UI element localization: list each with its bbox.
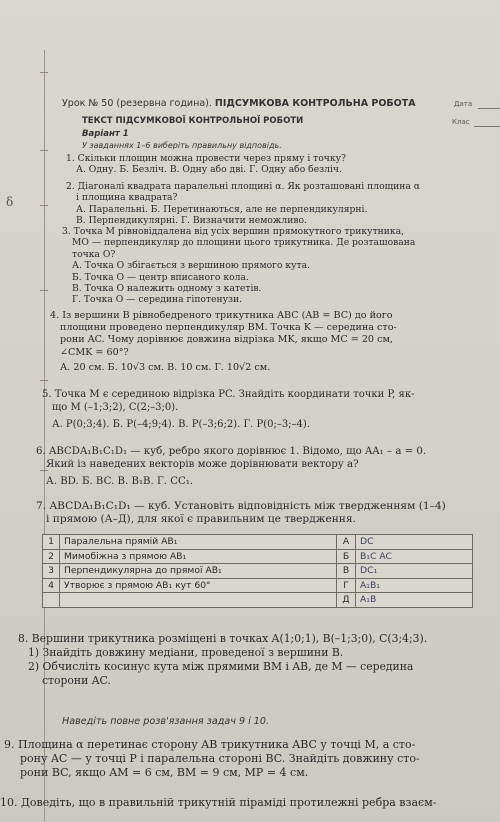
question-text: 3. Точка M рівновіддалена від усіх вершин прямокутного трикутника, — [62, 226, 405, 237]
answer-option: Б. Точка O — центр вписаного кола. — [72, 271, 249, 283]
question-text: рону AC — у точці P і паралельна стороні BC. Знайдіть довжину сто- — [20, 752, 420, 766]
margin-tick — [40, 380, 48, 381]
margin-line — [44, 50, 45, 822]
statement-number: 1 — [43, 535, 60, 550]
date-field[interactable] — [478, 108, 500, 109]
option-letter: Г — [337, 578, 356, 593]
option-letter: В — [337, 564, 356, 579]
statement-text — [60, 593, 337, 608]
question-text: 4. Із вершини B рівнобедреного трикутника ABC (AB = BC) до його — [50, 310, 393, 321]
statement-text: Паралельна прямій AB₁ — [60, 535, 337, 550]
variant-label: Варіант 1 — [82, 129, 129, 139]
margin-tick — [40, 150, 48, 151]
answer-option: В. Точка O належить одному з катетів. — [72, 283, 262, 295]
margin-tick — [40, 290, 48, 291]
matching-table — [42, 534, 473, 608]
subquestion: 1) Знайдіть довжину медіани, проведеної з вершини B. — [28, 646, 344, 659]
option-line: A₁B₁ — [356, 578, 473, 593]
statement-text: Мимобіжна з прямою AB₁ — [60, 549, 337, 564]
question-text: MO — перпендикуляр до площини цього трикутника. Де розташована — [72, 237, 416, 249]
statement-text: Утворює з прямою AB₁ кут 60° — [60, 578, 337, 593]
statement-number: 2 — [43, 549, 60, 564]
question-6 — [36, 445, 426, 488]
margin-tick — [40, 72, 48, 73]
option-line: A₁B — [356, 593, 473, 608]
option-letter: Д — [337, 593, 356, 608]
page-header — [62, 98, 416, 109]
option-line: B₁C AC — [356, 549, 473, 564]
question-text: 2. Діагоналі квадрата паралельні площині α. Як розташовані площина α — [66, 181, 420, 192]
question-2 — [66, 181, 420, 227]
task-instruction: Наведіть повне розв'язання задач 9 і 10. — [62, 716, 270, 727]
option-line: DC — [356, 535, 473, 550]
question-text: 7. ABCDA₁B₁C₁D₁ — куб. Установіть відповідність між твердженням (1–4) — [36, 500, 446, 512]
text-title: ТЕКСТ ПІДСУМКОВОЇ КОНТРОЛЬНОЇ РОБОТИ — [82, 116, 304, 126]
answer-option: А. Точка O збігається з вершиною прямого кута. — [72, 260, 311, 272]
answer-options: В. Перпендикулярні. Г. Визначити неможливо. — [76, 215, 307, 227]
answer-options: А. BD. Б. BC. В. B₁B. Г. CC₁. — [46, 476, 194, 487]
answer-options: А. P(0;3;4). Б. P(–4;9;4). В. P(–3;6;2). Г. P(0;–3;–4). — [52, 418, 310, 430]
question-text: 5. Точка M є серединою відрізка PC. Знайдіть координати точки P, як- — [42, 389, 415, 400]
answer-options: А. 20 см. Б. 10√3 см. В. 10 см. Г. 10√2 см. — [60, 361, 271, 373]
statement-number: 4 — [43, 578, 60, 593]
table-row — [43, 593, 473, 608]
lesson-label: Урок № 50 (резервна година). — [62, 98, 212, 109]
question-text: Який із наведених векторів може дорівнювати вектору a? — [46, 459, 359, 470]
question-7 — [36, 500, 446, 526]
margin-tick — [40, 205, 48, 206]
answer-options: А. Паралельні. Б. Перетинаються, але не перпендикулярні. — [76, 203, 368, 215]
question-text: точка O? — [72, 248, 116, 260]
question-10 — [0, 796, 436, 810]
question-text: 6. ABCDA₁B₁C₁D₁ — куб, ребро якого дорівнює 1. Відомо, що AA₁ – a = 0. — [36, 446, 427, 457]
question-8 — [18, 632, 427, 688]
answer-options: А. Одну. Б. Безліч. В. Одну або дві. Г. Одну або безліч. — [76, 164, 342, 176]
date-label: Дата — [454, 100, 473, 108]
option-letter: Б — [337, 549, 356, 564]
question-4 — [50, 310, 397, 374]
instruction: У завданнях 1–6 виберіть правильну відповідь. — [82, 141, 282, 150]
question-text: 1. Скільки площин можна провести через пряму і точку? — [66, 153, 346, 164]
option-letter: А — [337, 535, 356, 550]
question-text: що M (–1;3;2), C(2;–3;0). — [52, 401, 179, 413]
question-text: рони AC. Чому дорівнює довжина відрізка MK, якщо MC = 20 см, — [60, 334, 393, 346]
statement-number: 3 — [43, 564, 60, 579]
statement-text: Перпендикулярна до прямої AB₁ — [60, 564, 337, 579]
question-3 — [62, 226, 415, 306]
question-text: і площина квадрата? — [76, 192, 178, 204]
table-row — [43, 535, 473, 550]
question-text: 8. Вершини трикутника розміщені в точках A(1;0;1), B(–1;3;0), C(3;4;3). — [18, 632, 428, 645]
question-9 — [4, 738, 420, 781]
question-text: площини проведено перпендикуляр BM. Точка K — середина сто- — [60, 322, 397, 334]
table-row — [43, 549, 473, 564]
subquestion: 2) Обчисліть косинус кута між прямими BM і AB, де M — середина — [28, 660, 414, 673]
question-text: 10. Доведіть, що в правильній трикутній піраміді протилежні ребра взаєм- — [0, 796, 437, 809]
option-line: DC₁ — [356, 564, 473, 579]
question-1 — [66, 153, 346, 176]
statement-number — [43, 593, 60, 608]
answer-option: Г. Точка O — середина гіпотенузи. — [72, 294, 243, 306]
page-title: ПІДСУМКОВА КОНТРОЛЬНА РОБОТА — [214, 98, 416, 109]
class-field[interactable] — [474, 126, 500, 127]
question-text: 9. Площина α перетинає сторону AB трикутника ABC у точці M, а сто- — [4, 738, 416, 751]
question-text: рони BC, якщо AM = 6 см, BM = 9 см, MP = 4 см. — [20, 766, 309, 780]
question-5 — [42, 389, 414, 431]
table-row — [43, 578, 473, 593]
margin-pencil-mark: δ — [6, 195, 14, 209]
question-text: ∠CMK = 60°? — [60, 346, 129, 358]
class-label: Клас — [452, 118, 470, 126]
question-text: і прямою (А–Д), для якої є правильним це твердження. — [46, 513, 356, 526]
table-row — [43, 564, 473, 579]
subquestion: сторони AC. — [42, 674, 111, 687]
